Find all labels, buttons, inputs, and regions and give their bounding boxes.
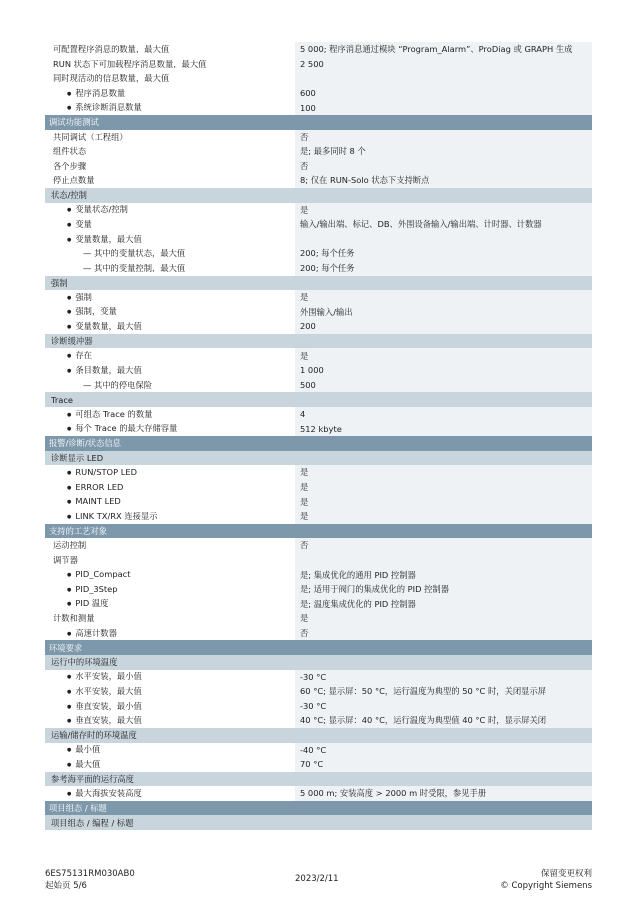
spec-row (45, 246, 592, 261)
spec-value: 4 (295, 407, 592, 422)
spec-row (45, 567, 592, 582)
spec-label: ● MAINT LED (45, 497, 295, 506)
spec-value: 5 000 m; 安装高度 > 2000 m 时受限，参见手册 (295, 786, 592, 801)
spec-label: ● 每个 Trace 的最大存储容量 (45, 424, 295, 433)
spec-value: 是 (295, 480, 592, 495)
spec-row (45, 407, 592, 422)
spec-label: ● 强制 (45, 293, 295, 302)
spec-value: 外围输入/输出 (295, 305, 592, 320)
rights-notice: 保留变更权利 (540, 869, 592, 879)
spec-value: 200; 每个任务 (295, 261, 592, 276)
subsection-header: 诊断缓冲器 (45, 334, 592, 349)
spec-label: ● 水平安装，最大值 (45, 687, 295, 696)
spec-value (295, 232, 592, 247)
spec-value: 8; 仅在 RUN-Solo 状态下支持断点 (295, 173, 592, 188)
spec-value: 100 (295, 100, 592, 115)
spec-row (45, 553, 592, 568)
spec-label: ● 最大海拔安装高度 (45, 789, 295, 798)
spec-value: 是 (295, 611, 592, 626)
spec-value: 600 (295, 86, 592, 101)
section-header: 项目组态 / 标题 (45, 801, 592, 816)
spec-row (45, 509, 592, 524)
spec-value: 200 (295, 319, 592, 334)
spec-value: 512 kbyte (295, 421, 592, 436)
spec-value: 是 (295, 290, 592, 305)
subsection-header: 参考海平面的运行高度 (45, 772, 592, 787)
spec-label: 可配置程序消息的数量，最大值 (53, 45, 170, 54)
subsection-header: 状态/控制 (45, 188, 592, 203)
spec-row (45, 626, 592, 641)
spec-table (45, 42, 592, 830)
spec-label: ● 可组态 Trace 的数量 (45, 410, 295, 419)
subsection-header: 强制 (45, 276, 592, 291)
spec-value (295, 71, 592, 86)
spec-value: 40 °C; 显示屏：40 °C，运行温度为典型值 40 °C 时，显示屏关闭 (295, 713, 592, 728)
spec-value: 是 (295, 203, 592, 218)
spec-value: 是; 集成优化的通用 PID 控制器 (295, 567, 592, 582)
print-date: 2023/2/11 (295, 874, 339, 884)
spec-value: 是 (295, 465, 592, 480)
spec-value: 500 (295, 378, 592, 393)
spec-row (45, 684, 592, 699)
spec-row (45, 130, 592, 145)
spec-value: 60 °C; 显示屏：50 °C，运行温度为典型的 50 °C 时，关闭显示屏 (295, 684, 592, 699)
spec-label: ● PID_Compact (45, 570, 295, 579)
spec-label: ● 变量数量，最大值 (45, 235, 295, 244)
spec-value: 输入/输出端、标记、DB、外围设备输入/输出端、计时器、计数器 (295, 217, 592, 232)
spec-value: 否 (295, 130, 592, 145)
spec-label: ● RUN/STOP LED (45, 468, 295, 477)
spec-value: -30 °C (295, 699, 592, 714)
spec-value: 否 (295, 626, 592, 641)
spec-label: RUN 状态下可加载程序消息数量，最大值 (53, 59, 207, 69)
page-number: 起始页 5/6 (45, 881, 87, 891)
spec-label: 计数和测量 (53, 614, 95, 623)
spec-value: 是; 适用于阀门的集成优化的 PID 控制器 (295, 582, 592, 597)
spec-label: ● LINK TX/RX 连接显示 (45, 512, 295, 521)
order-number: 6ES75131RM030AB0 (45, 869, 135, 879)
spec-row (45, 144, 592, 159)
spec-value: 是 (295, 494, 592, 509)
spec-label: ● 水平安装，最小值 (45, 672, 295, 681)
spec-value: 70 °C (295, 757, 592, 772)
spec-row (45, 261, 592, 276)
spec-label: ● 垂直安装，最大值 (45, 716, 295, 725)
spec-value: 200; 每个任务 (295, 246, 592, 261)
spec-label: ● PID 温度 (45, 599, 295, 608)
spec-row (45, 757, 592, 772)
spec-row (45, 217, 592, 232)
spec-label: 组件状态 (53, 147, 87, 156)
spec-label: ● ERROR LED (45, 483, 295, 492)
spec-label: — 其中的变量状态，最大值 (45, 249, 295, 257)
spec-row (45, 71, 592, 86)
spec-label: 各个步骤 (53, 161, 87, 171)
spec-label: ● 变量数量，最大值 (45, 322, 295, 331)
section-header: 环境要求 (45, 640, 592, 655)
spec-label: ● 强制，变量 (45, 307, 295, 316)
spec-row (45, 378, 592, 393)
spec-value: 2 500 (295, 57, 592, 72)
spec-label: ● 条目数量，最大值 (45, 366, 295, 375)
spec-row (45, 670, 592, 685)
spec-row (45, 465, 592, 480)
spec-label: ● 系统诊断消息数量 (45, 103, 295, 112)
spec-row (45, 494, 592, 509)
spec-label: ● 最小值 (45, 745, 295, 754)
subsection-header: 运输/储存时的环境温度 (45, 728, 592, 743)
subsection-header: Trace (45, 392, 592, 407)
spec-label: ● 高速计数器 (45, 629, 295, 638)
spec-label: ● PID_3Step (45, 585, 295, 594)
spec-label: ● 最大值 (45, 760, 295, 769)
spec-row (45, 290, 592, 305)
spec-row (45, 421, 592, 436)
spec-value: 否 (295, 538, 592, 553)
spec-label: ● 变量 (45, 220, 295, 229)
copyright-notice: © Copyright Siemens (500, 881, 592, 891)
spec-label: ● 程序消息数量 (45, 89, 295, 98)
spec-label: ● 存在 (45, 351, 295, 360)
spec-row (45, 611, 592, 626)
spec-label: — 其中的停电保险 (45, 381, 295, 389)
subsection-header: 项目组态 / 编程 / 标题 (45, 815, 592, 830)
spec-row (45, 86, 592, 101)
spec-value: 否 (295, 159, 592, 174)
spec-row (45, 713, 592, 728)
section-header: 调试功能测试 (45, 115, 592, 130)
spec-label: 同时现活动的信息数量，最大值 (53, 74, 170, 83)
spec-label: — 其中的变量控制，最大值 (45, 264, 295, 272)
spec-row (45, 42, 592, 57)
spec-label: 调节器 (53, 555, 78, 565)
spec-row (45, 319, 592, 334)
spec-label: ● 变量状态/控制 (45, 205, 295, 214)
spec-label: 停止点数量 (53, 176, 95, 185)
spec-row (45, 699, 592, 714)
spec-row (45, 786, 592, 801)
spec-row (45, 348, 592, 363)
spec-value: -40 °C (295, 743, 592, 758)
spec-value: 是 (295, 348, 592, 363)
spec-label: ● 垂直安装，最小值 (45, 702, 295, 711)
spec-row (45, 480, 592, 495)
spec-value: 是; 温度集成优化的 PID 控制器 (295, 597, 592, 612)
spec-row (45, 100, 592, 115)
spec-row (45, 538, 592, 553)
spec-row (45, 57, 592, 72)
spec-row (45, 363, 592, 378)
spec-label: 运动控制 (53, 541, 87, 550)
spec-row (45, 743, 592, 758)
spec-value: 是; 最多同时 8 个 (295, 144, 592, 159)
spec-value: 1 000 (295, 363, 592, 378)
subsection-header: 诊断显示 LED (45, 451, 592, 466)
spec-row (45, 582, 592, 597)
spec-row (45, 232, 592, 247)
section-header: 报警/诊断/状态信息 (45, 436, 592, 451)
spec-row (45, 597, 592, 612)
spec-row (45, 173, 592, 188)
spec-value (295, 553, 592, 568)
spec-value: 是 (295, 509, 592, 524)
subsection-header: 运行中的环境温度 (45, 655, 592, 670)
spec-row (45, 203, 592, 218)
spec-label: 共同调试（工程组） (53, 132, 128, 141)
spec-row (45, 159, 592, 174)
spec-row (45, 305, 592, 320)
spec-value: 5 000; 程序消息通过模块 “Program_Alarm”、ProDiag 或 GRAPH 生成 (295, 42, 592, 57)
spec-value: -30 °C (295, 670, 592, 685)
section-header: 支持的工艺对象 (45, 524, 592, 539)
